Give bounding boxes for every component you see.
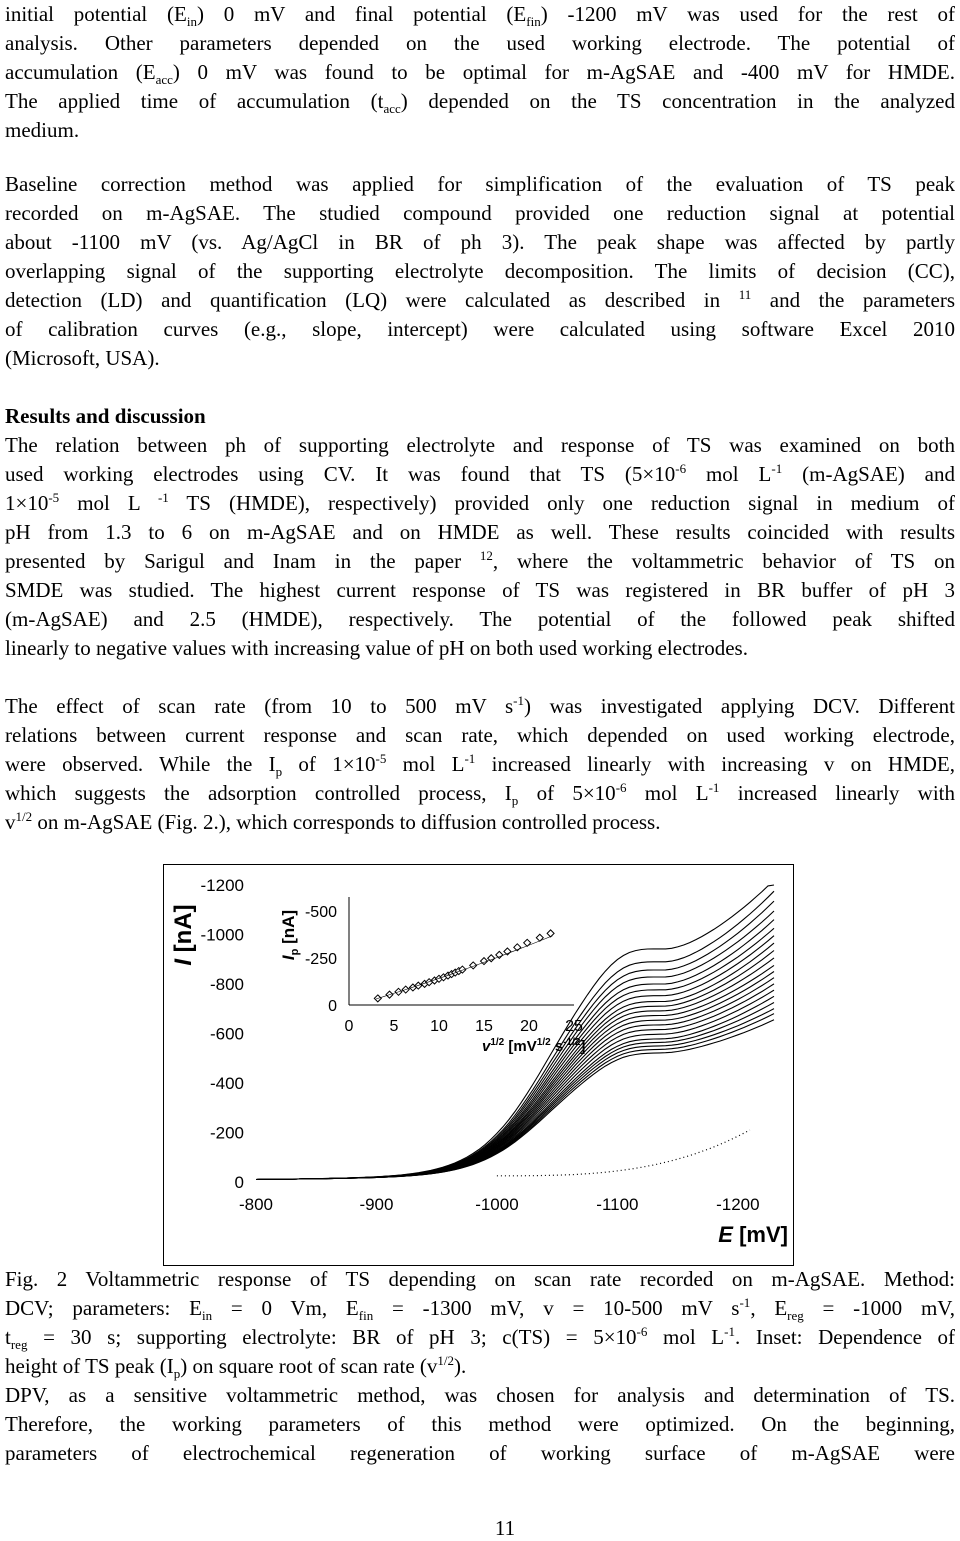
heading-text: Results and discussion — [5, 404, 206, 428]
text-line: medium. — [5, 118, 80, 142]
citation-ref: 11 — [738, 287, 752, 302]
inset-x-tick-label: 20 — [520, 1018, 538, 1035]
text-line: pH from 1.3 to 6 on m-AgSAE and on HMDE as well. These results coincided with results — [5, 520, 955, 544]
text-line: accumulation $(E_{acc})$ 0 mV was found to be optimal for m-AgSAE and -400 mV for HMDE. — [5, 60, 955, 88]
inset-data-point — [524, 939, 531, 946]
x-tick-label: -1200 — [716, 1195, 760, 1214]
text-line: $t_{reg} = 30$ s; supporting electrolyte: BR of pH 3; $c(TS) = 5\times 10^{-6}$ mol $L^{-1}$. Inset: Dependence of — [5, 1324, 956, 1353]
text-line: DCV; parameters: $E_{in} = 0$ Vm, $E_{fin} = -1300$ mV, v = 10-500 mV $s^{-1}$, $E_{reg} = -1000$ mV, — [5, 1295, 956, 1324]
text-line: analysis. Other parameters depended on the used working electrode. The potential of — [5, 31, 955, 55]
x-tick-label: -900 — [359, 1195, 394, 1214]
voltammogram-curve — [256, 951, 774, 1180]
x-tick-label: -800 — [238, 1195, 274, 1214]
y-axis-title: I [nA] — [170, 904, 197, 966]
inset-x-tick-label: 5 — [389, 1018, 399, 1035]
inset-y-tick-label: -500 — [304, 903, 337, 921]
inset-x-tick-label: 0 — [344, 1018, 354, 1035]
text-line: about -1100 mV (vs. Ag/AgCl in BR of ph 3). The peak shape was affected by partly — [5, 230, 955, 254]
text-line: presented by Sarigul and Inam in the paper $^{12}$, where the voltammetric behavior of TS on — [5, 548, 956, 573]
text-line: initial potential $(E_{in})$ 0 mV and final potential $(E_{fin})$ -1200 mV was used for the rest of — [5, 2, 956, 30]
voltammogram-curve — [256, 1003, 774, 1180]
text-line: The applied time of accumulation $(t_{acc})$ depended on the TS concentration in the analyzed — [5, 89, 955, 117]
x-tick-label: -1100 — [596, 1195, 639, 1214]
paragraph-3 — [5, 431, 955, 663]
voltammogram-curve — [256, 943, 774, 1179]
text-line: Therefore, the working parameters of this method were optimized. On the beginning, — [5, 1412, 955, 1436]
y-tick-label: -400 — [209, 1074, 244, 1093]
figure-2 — [163, 864, 794, 1266]
page-number: 11 — [494, 1516, 516, 1540]
text-line: used working electrodes using CV. It was found that TS ($5\times 10^{-6}$ mol $L^{-1}$ (m-AgSAE) and — [5, 461, 955, 486]
x-axis-title: E [mV] — [718, 1222, 788, 1247]
text-line: SMDE was studied. The highest current response of TS was registered in BR buffer of pH 3 — [5, 578, 955, 602]
inset-plot — [279, 897, 585, 1055]
paragraph-1 — [5, 0, 955, 145]
y-tick-label: 0 — [234, 1173, 244, 1192]
voltammogram-curve — [256, 958, 774, 1180]
inset-x-tick-label: 15 — [475, 1018, 493, 1035]
inset-x-tick-label: 10 — [430, 1018, 448, 1035]
inset-y-tick-label: -250 — [304, 950, 337, 968]
voltammogram-chart — [164, 865, 795, 1267]
section-heading — [5, 402, 955, 431]
baseline-curve — [497, 1130, 750, 1176]
paragraph-2 — [5, 170, 955, 373]
text-line: overlapping signal of the supporting electrolyte decomposition. The limits of decision (CC), — [5, 259, 955, 283]
text-line: $1\times 10^{-5}$ mol L $^{-1}$ TS (HMDE), respectively) provided only one reduction signal in medium of — [5, 490, 956, 515]
text-line: relations between current response and scan rate, which depended on used working electrode, — [5, 723, 955, 747]
text-line: (Microsoft, USA). — [5, 346, 160, 370]
text-line: were observed. While the $I_p$ of $1\times 10^{-5}$ mol $L^{-1}$ increased linearly with increasing v on HMDE, — [5, 751, 955, 780]
figure-caption — [5, 1265, 955, 1381]
text-line: Baseline correction method was applied for simplification of the evaluation of TS peak — [5, 172, 955, 196]
text-line: detection (LD) and quantification (LQ) were calculated as described in $^{11}$ and the parameters — [5, 287, 955, 312]
text-line: Fig. 2 Voltammetric response of TS depending on scan rate recorded on m-AgSAE. Method: — [5, 1267, 955, 1291]
text-line: The relation between ph of supporting electrolyte and response of TS was examined on both — [5, 433, 955, 457]
inset-data-point — [481, 958, 488, 965]
text-line: DPV, as a sensitive voltammetric method, was chosen for analysis and determination of TS. — [5, 1383, 955, 1407]
y-tick-label: -600 — [209, 1024, 244, 1044]
inset-data-point — [504, 948, 511, 955]
text-line: (m-AgSAE) and 2.5 (HMDE), respectively. The potential of the followed peak shifted — [5, 607, 955, 631]
main-plot — [170, 876, 788, 1247]
paragraph-4 — [5, 692, 955, 837]
text-line: of calibration curves (e.g., slope, intercept) were calculated using software Excel 2010 — [5, 317, 955, 341]
text-line: parameters of electrochemical regeneration of working surface of m-AgSAE were — [5, 1441, 955, 1465]
text-line: recorded on m-AgSAE. The studied compound provided one reduction signal at potential — [5, 201, 955, 225]
y-tick-label: -200 — [209, 1123, 244, 1143]
inset-y-axis-title: $I_p$ [nA] — [279, 909, 301, 961]
inset-y-tick-label: 0 — [328, 998, 337, 1015]
text-line: linearly to negative values with increasing value of pH on both used working electrodes. — [5, 636, 748, 660]
text-line: $v^{1/2}$ on m-AgSAE (Fig. 2.), which corresponds to diffusion controlled process. — [5, 809, 661, 834]
paragraph-5 — [5, 1381, 955, 1468]
text-line: The effect of scan rate (from 10 to 500 mV $s^{-1}$) was investigated applying DCV. Different — [5, 693, 955, 718]
y-tick-label: -1200 — [200, 876, 244, 895]
text-line: which suggests the adsorption controlled process, $I_p$ of $5\times 10^{-6}$ mol $L^{-1}$ increased linearly with — [5, 780, 955, 809]
inset-data-point — [547, 930, 554, 937]
voltammogram-curve — [256, 1009, 774, 1180]
voltammogram-curve — [256, 936, 774, 1180]
y-tick-label: -800 — [209, 975, 244, 994]
y-tick-label: -1000 — [200, 925, 244, 945]
voltammogram-curve — [256, 996, 774, 1179]
inset-x-axis-title: $v^{1/2}$ [$mV^{1/2}$ $s^{-1/2}$] — [482, 1037, 586, 1055]
text-line: height of TS peak $(I_p)$ on square root of scan rate $(v^{1/2})$. — [5, 1353, 467, 1382]
x-tick-label: -1000 — [475, 1195, 519, 1214]
inset-x-tick-label: 25 — [565, 1018, 583, 1035]
citation-ref: 12 — [479, 548, 493, 563]
